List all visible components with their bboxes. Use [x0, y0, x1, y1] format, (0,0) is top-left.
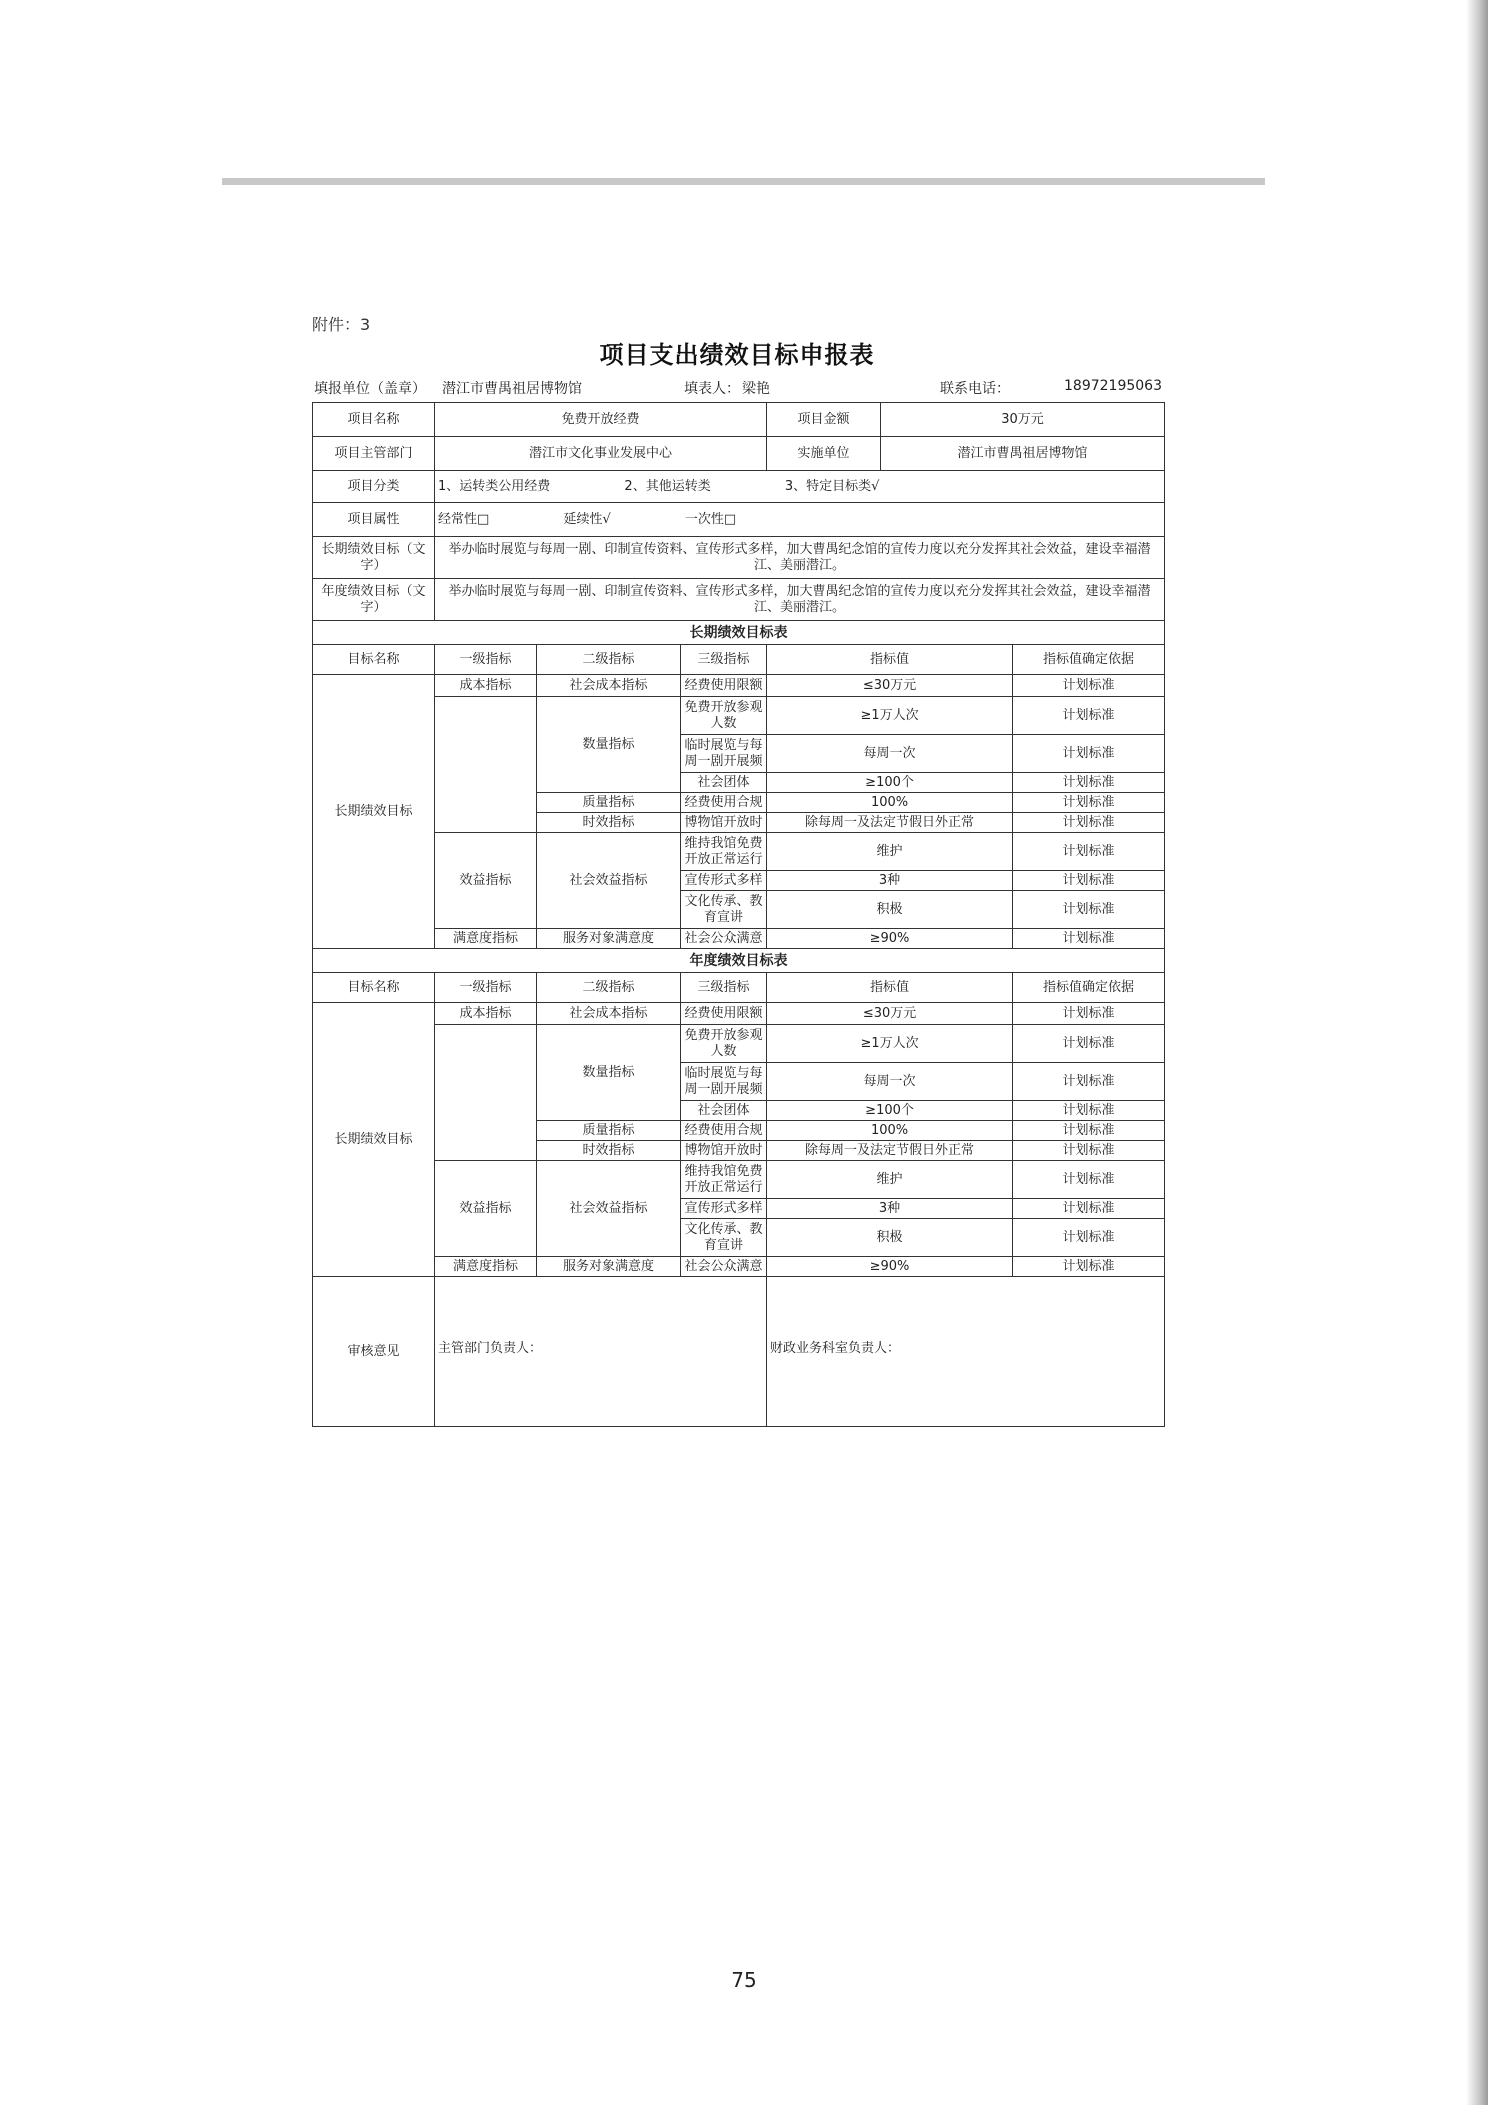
- annual-level2-timeliness: 时效指标: [537, 1141, 681, 1161]
- page-number: 75: [731, 1968, 757, 1992]
- annual-indicator-basis-8: 计划标准: [1013, 1219, 1165, 1257]
- annual-indicator-basis-header: 指标值确定依据: [1013, 973, 1165, 1003]
- annual-goal-label: 年度绩效目标（文字）: [313, 579, 435, 621]
- annual-level3-1: 免费开放参观人数: [681, 1025, 767, 1063]
- long-indicator-basis-5: 计划标准: [1013, 813, 1165, 833]
- long-level3-3: 社会团体: [681, 773, 767, 793]
- long-goal-text: 举办临时展览与每周一剧、印制宣传资料、宣传形式多样，加大曹禺纪念馆的宣传力度以充分发挥其社会效益，建设幸福潜江、美丽潜江。: [435, 537, 1165, 579]
- long-level3-1: 免费开放参观人数: [681, 697, 767, 735]
- project-amount-value: 30万元: [881, 403, 1165, 437]
- long-indicator-value-8: 积极: [767, 891, 1013, 929]
- review-dept-cell: [435, 1277, 767, 1427]
- long-level1-cost: 成本指标: [435, 675, 537, 697]
- annual-indicator-row-9: [313, 1257, 1165, 1277]
- long-level2-quality: 质量指标: [537, 793, 681, 813]
- annual-level3-3: 社会团体: [681, 1101, 767, 1121]
- annual-indicator-basis-2: 计划标准: [1013, 1063, 1165, 1101]
- unit-value: 潜江市曹禺祖居博物馆: [442, 381, 582, 397]
- annual-indicator-basis-7: 计划标准: [1013, 1199, 1165, 1219]
- long-level3-header: 三级指标: [681, 645, 767, 675]
- attribute-label: 项目属性: [313, 503, 435, 537]
- annual-level2-social-cost: 社会成本指标: [537, 1003, 681, 1025]
- long-level2-social-benefit: 社会效益指标: [537, 833, 681, 929]
- long-level3-2: 临时展览与每周一剧开展频: [681, 735, 767, 773]
- long-indicator-value-0: ≤30万元: [767, 675, 1013, 697]
- long-indicator-value-3: ≥100个: [767, 773, 1013, 793]
- unit-label: 填报单位（盖章）: [314, 381, 426, 397]
- long-level2-header: 二级指标: [537, 645, 681, 675]
- long-indicator-basis-6: 计划标准: [1013, 833, 1165, 871]
- long-indicator-basis-8: 计划标准: [1013, 891, 1165, 929]
- annual-indicator-row-0: [313, 1003, 1165, 1025]
- long-indicator-row-1: [313, 697, 1165, 735]
- annual-indicator-basis-6: 计划标准: [1013, 1161, 1165, 1199]
- dept-head-label: 主管部门负责人：: [438, 1341, 543, 1356]
- annual-level2-social-benefit: 社会效益指标: [537, 1161, 681, 1257]
- attribute-option-3: 一次性□: [684, 511, 737, 527]
- long-indicator-value-4: 100%: [767, 793, 1013, 813]
- annual-section-title: 年度绩效目标表: [313, 949, 1165, 973]
- long-indicator-basis-7: 计划标准: [1013, 871, 1165, 891]
- attribute-options: [435, 503, 1165, 537]
- long-indicator-basis-9: 计划标准: [1013, 929, 1165, 949]
- long-level3-5: 博物馆开放时: [681, 813, 767, 833]
- long-header-row: [313, 645, 1165, 675]
- long-section-title-row: [313, 621, 1165, 645]
- long-indicator-value-7: 3种: [767, 871, 1013, 891]
- long-section-title: 长期绩效目标表: [313, 621, 1165, 645]
- attribute-option-1: 经常性□: [438, 511, 490, 527]
- long-goal-name-header: 目标名称: [313, 645, 435, 675]
- long-goal-name: 长期绩效目标: [313, 675, 435, 949]
- category-label: 项目分类: [313, 471, 435, 503]
- category-options: [435, 471, 1165, 503]
- review-finance-cell: [767, 1277, 1165, 1427]
- annual-indicator-basis-4: 计划标准: [1013, 1121, 1165, 1141]
- annual-indicator-basis-9: 计划标准: [1013, 1257, 1165, 1277]
- info-row-category: [313, 471, 1165, 503]
- phone-label: 联系电话：: [940, 381, 1010, 397]
- long-indicator-basis-header: 指标值确定依据: [1013, 645, 1165, 675]
- long-goal-label: 长期绩效目标（文字）: [313, 537, 435, 579]
- page-title: 项目支出绩效目标申报表: [599, 341, 875, 369]
- annual-level2-quantity: 数量指标: [537, 1025, 681, 1121]
- annual-goal-name: 长期绩效目标: [313, 1003, 435, 1277]
- long-level3-9: 社会公众满意: [681, 929, 767, 949]
- performance-form-table: [312, 402, 1165, 1427]
- annual-indicator-basis-0: 计划标准: [1013, 1003, 1165, 1025]
- long-indicator-row-0: [313, 675, 1165, 697]
- review-label: 审核意见: [313, 1277, 435, 1427]
- category-option-2: 2、其他运转类: [624, 478, 711, 494]
- annual-indicator-value-header: 指标值: [767, 973, 1013, 1003]
- annual-section-title-row: [313, 949, 1165, 973]
- long-level2-timeliness: 时效指标: [537, 813, 681, 833]
- annual-level3-7: 宣传形式多样: [681, 1199, 767, 1219]
- long-indicator-value-header: 指标值: [767, 645, 1013, 675]
- annual-goal-text: 举办临时展览与每周一剧、印制宣传资料、宣传形式多样，加大曹禺纪念馆的宣传力度以充分发挥其社会效益，建设幸福潜江、美丽潜江。: [435, 579, 1165, 621]
- long-level1-satisfaction: 满意度指标: [435, 929, 537, 949]
- impl-value: 潜江市曹禺祖居博物馆: [881, 437, 1165, 471]
- dept-label: 项目主管部门: [313, 437, 435, 471]
- annual-indicator-row-1: [313, 1025, 1165, 1063]
- annual-level3-header: 三级指标: [681, 973, 767, 1003]
- long-indicator-row-6: [313, 833, 1165, 871]
- long-level1-benefit: 效益指标: [435, 833, 537, 929]
- annual-level1-benefit: 效益指标: [435, 1161, 537, 1257]
- annual-level1-output: [435, 1025, 537, 1161]
- long-indicator-value-9: ≥90%: [767, 929, 1013, 949]
- annual-level3-8: 文化传承、教育宣讲: [681, 1219, 767, 1257]
- info-row-annual-goal: [313, 579, 1165, 621]
- annual-indicator-value-4: 100%: [767, 1121, 1013, 1141]
- filler-value: 梁艳: [742, 381, 770, 397]
- annual-goal-name-header: 目标名称: [313, 973, 435, 1003]
- info-row-dept: [313, 437, 1165, 471]
- attribute-option-2: 延续性√: [563, 511, 611, 527]
- annual-header-row: [313, 973, 1165, 1003]
- long-level2-quantity: 数量指标: [537, 697, 681, 793]
- project-name-label: 项目名称: [313, 403, 435, 437]
- info-row-long-goal: [313, 537, 1165, 579]
- long-indicator-basis-0: 计划标准: [1013, 675, 1165, 697]
- page-edge-shadow: [1466, 0, 1488, 2105]
- annual-indicator-row-6: [313, 1161, 1165, 1199]
- annual-level1-satisfaction: 满意度指标: [435, 1257, 537, 1277]
- long-indicator-value-6: 维护: [767, 833, 1013, 871]
- annual-level3-0: 经费使用限额: [681, 1003, 767, 1025]
- long-level1-output: [435, 697, 537, 833]
- annual-indicator-value-6: 维护: [767, 1161, 1013, 1199]
- category-option-1: 1、运转类公用经费: [438, 478, 551, 494]
- annual-level3-9: 社会公众满意: [681, 1257, 767, 1277]
- project-amount-label: 项目金额: [767, 403, 881, 437]
- finance-head-label: 财政业务科室负责人：: [770, 1341, 901, 1356]
- annual-level2-header: 二级指标: [537, 973, 681, 1003]
- long-indicator-value-5: 除每周一及法定节假日外正常: [767, 813, 1013, 833]
- annual-indicator-value-5: 除每周一及法定节假日外正常: [767, 1141, 1013, 1161]
- form-meta-line: [312, 378, 1162, 398]
- annual-level3-6: 维持我馆免费开放正常运行: [681, 1161, 767, 1199]
- annual-level3-5: 博物馆开放时: [681, 1141, 767, 1161]
- annual-level2-quality: 质量指标: [537, 1121, 681, 1141]
- long-level3-0: 经费使用限额: [681, 675, 767, 697]
- annual-indicator-value-1: ≥1万人次: [767, 1025, 1013, 1063]
- annual-level1-header: 一级指标: [435, 973, 537, 1003]
- long-level3-7: 宣传形式多样: [681, 871, 767, 891]
- annual-indicator-value-3: ≥100个: [767, 1101, 1013, 1121]
- annual-indicator-value-0: ≤30万元: [767, 1003, 1013, 1025]
- impl-label: 实施单位: [767, 437, 881, 471]
- long-level2-social-cost: 社会成本指标: [537, 675, 681, 697]
- annual-indicator-value-7: 3种: [767, 1199, 1013, 1219]
- long-level3-6: 维持我馆免费开放正常运行: [681, 833, 767, 871]
- annual-indicator-value-2: 每周一次: [767, 1063, 1013, 1101]
- dept-value: 潜江市文化事业发展中心: [435, 437, 767, 471]
- long-indicator-basis-3: 计划标准: [1013, 773, 1165, 793]
- annual-indicator-basis-1: 计划标准: [1013, 1025, 1165, 1063]
- long-level1-header: 一级指标: [435, 645, 537, 675]
- long-indicator-basis-2: 计划标准: [1013, 735, 1165, 773]
- annual-level3-2: 临时展览与每周一剧开展频: [681, 1063, 767, 1101]
- phone-value: 18972195063: [1064, 378, 1162, 394]
- annual-indicator-value-8: 积极: [767, 1219, 1013, 1257]
- info-row-project: [313, 403, 1165, 437]
- annual-indicator-basis-5: 计划标准: [1013, 1141, 1165, 1161]
- long-level3-4: 经费使用合规: [681, 793, 767, 813]
- long-level2-service: 服务对象满意度: [537, 929, 681, 949]
- info-row-attribute: [313, 503, 1165, 537]
- long-indicator-value-1: ≥1万人次: [767, 697, 1013, 735]
- long-indicator-value-2: 每周一次: [767, 735, 1013, 773]
- annual-indicator-basis-3: 计划标准: [1013, 1101, 1165, 1121]
- annual-level1-cost: 成本指标: [435, 1003, 537, 1025]
- attachment-label: 附件：3: [312, 315, 371, 334]
- annual-indicator-value-9: ≥90%: [767, 1257, 1013, 1277]
- header-rule: [222, 178, 1265, 185]
- long-level3-8: 文化传承、教育宣讲: [681, 891, 767, 929]
- long-indicator-basis-1: 计划标准: [1013, 697, 1165, 735]
- long-indicator-basis-4: 计划标准: [1013, 793, 1165, 813]
- annual-level2-service: 服务对象满意度: [537, 1257, 681, 1277]
- annual-level3-4: 经费使用合规: [681, 1121, 767, 1141]
- filler-label: 填表人：: [684, 381, 740, 397]
- category-option-3: 3、特定目标类√: [784, 478, 880, 494]
- form-body: [313, 403, 1165, 1427]
- review-row: [313, 1277, 1165, 1427]
- project-name-value: 免费开放经费: [435, 403, 767, 437]
- long-indicator-row-9: [313, 929, 1165, 949]
